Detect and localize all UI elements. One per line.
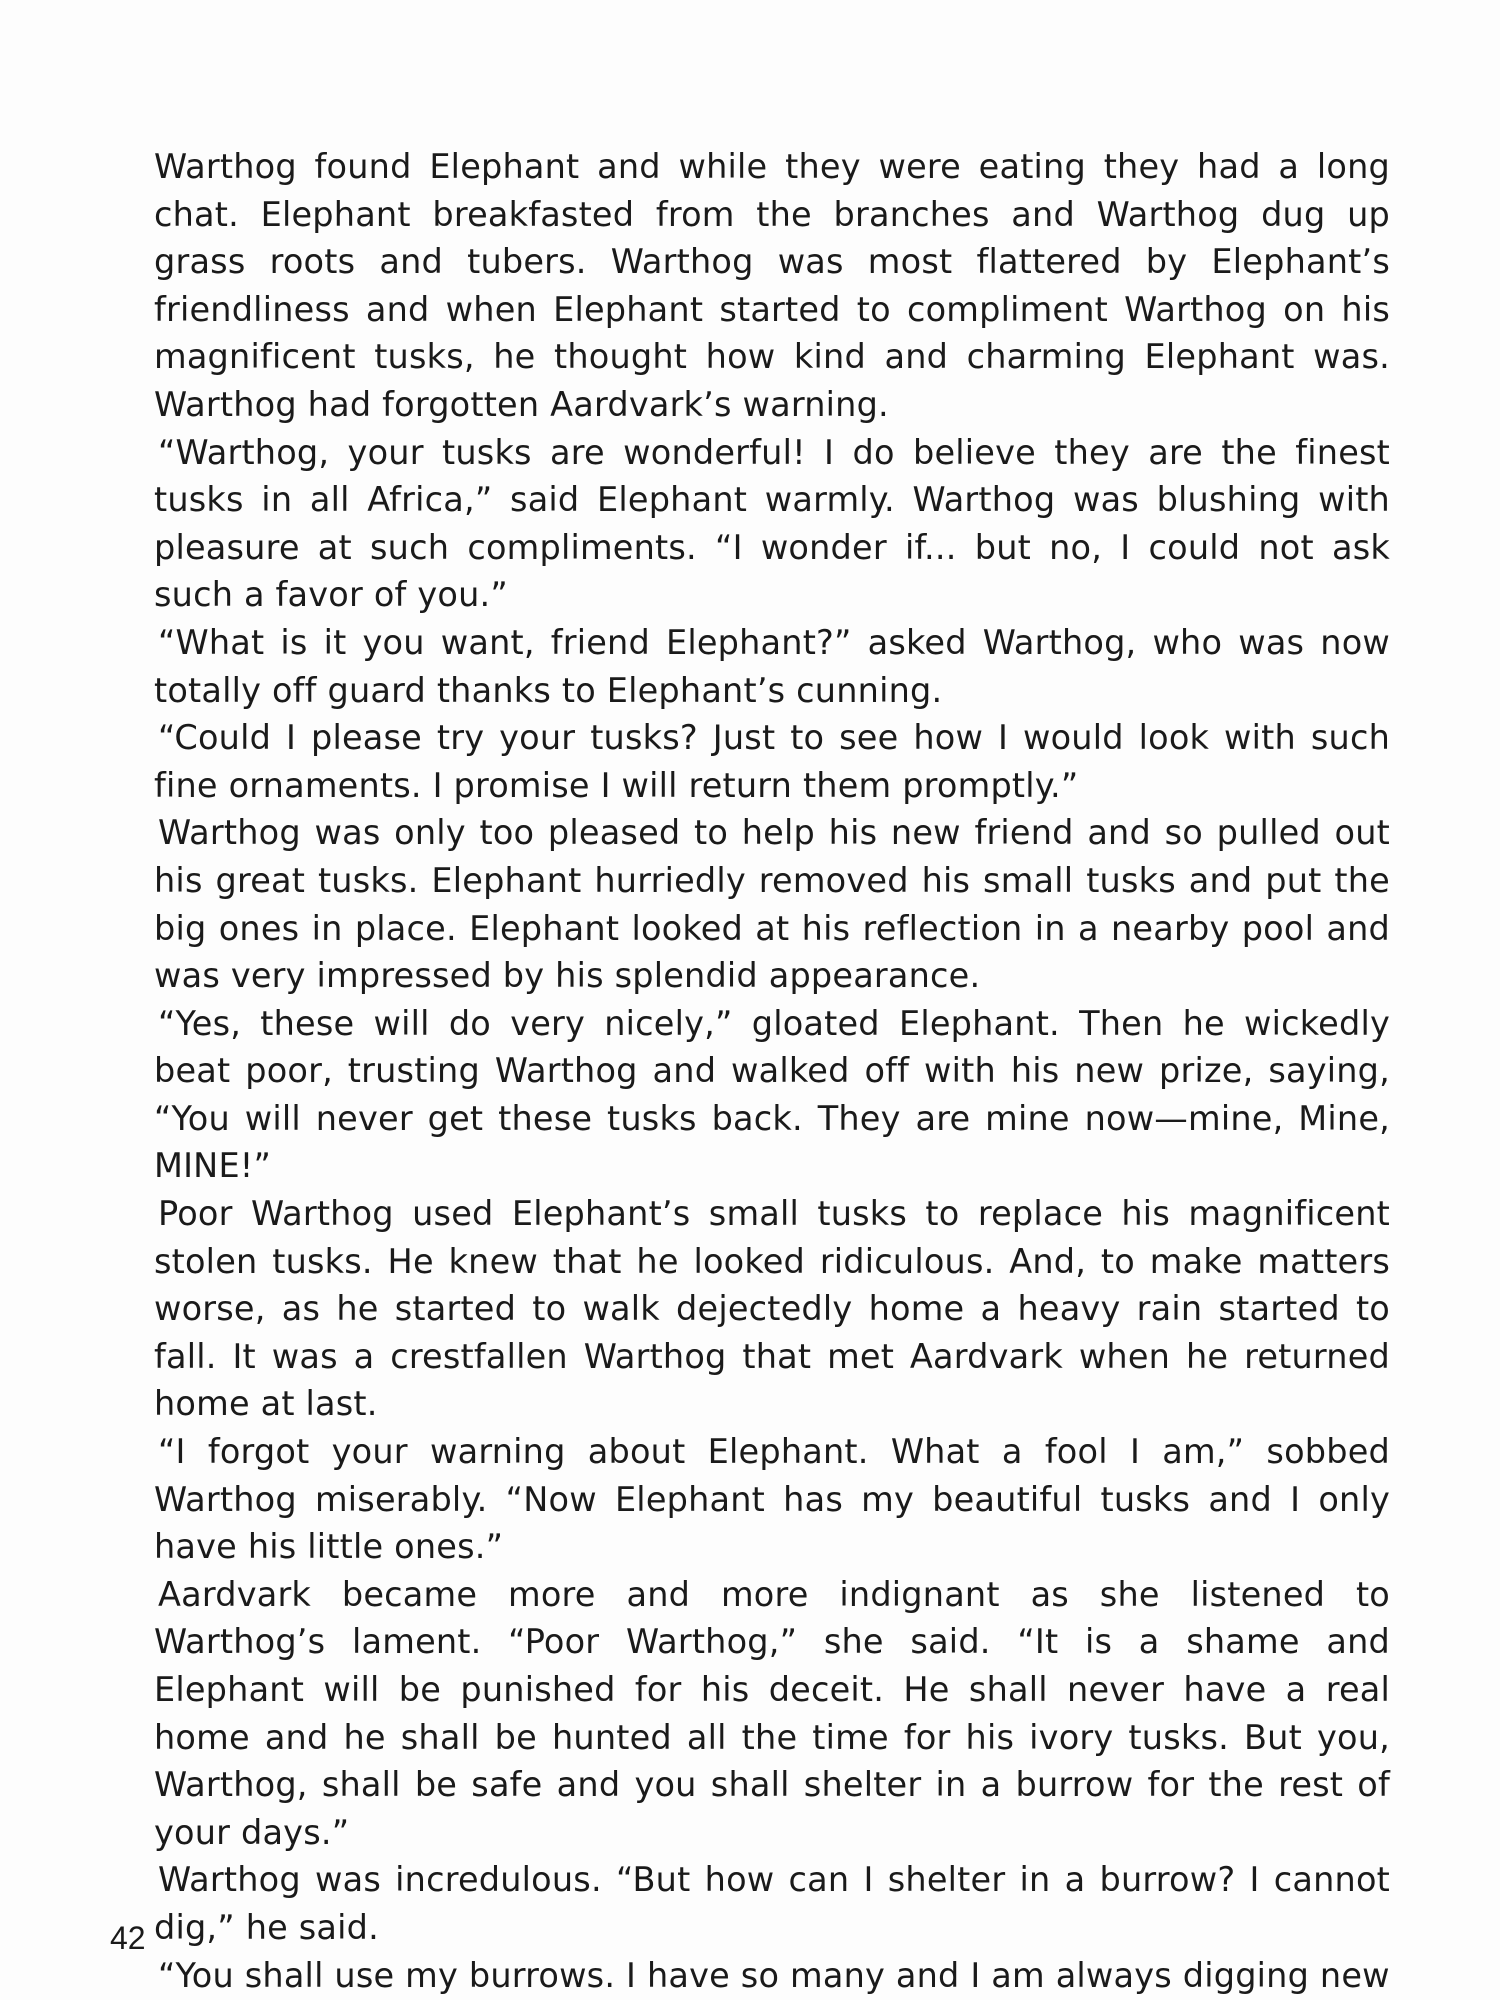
paragraph-4: “Could I please try your tusks? Just to see how I would look with such fine ornaments. I promise I will return them promptly.”	[154, 718, 1390, 805]
paragraph-1: Warthog found Elephant and while they were eating they had a long chat. Elephant breakfasted from the branches and Warthog dug up grass roots and tubers. Warthog was most flattered by Elephant’s friendliness and when Elephant started to compliment Warthog on his magnificent tusks, he thought how kind and charming Elephant was. Warthog had forgotten Aardvark’s warning.	[154, 147, 1390, 424]
paragraph-7: Poor Warthog used Elephant’s small tusks to replace his magnificent stolen tusks. He knew that he looked ridiculous. And, to make matters worse, as he started to walk dejectedly home a heavy rain started to fall. It was a crestfallen Warthog that met Aardvark when he returned home at last.	[154, 1194, 1390, 1424]
paragraph-5: Warthog was only too pleased to help his new friend and so pulled out his great tusks. Elephant hurriedly removed his small tusks and put the big ones in place. Elephant looked at his reflection in a nearby pool and was very impressed by his splendid appearance.	[154, 813, 1390, 996]
paragraph-6: “Yes, these will do very nicely,” gloated Elephant. Then he wickedly beat poor, trusting Warthog and walked off with his new prize, saying, “You will never get these tusks back. They are mine now—mine, Mine, MINE!”	[154, 1003, 1390, 1186]
paragraph-2: “Warthog, your tusks are wonderful! I do believe they are the finest tusks in all Africa,” said Elephant warmly. Warthog was blushing with pleasure at such compliments. “I wonder if... but no, I could not ask such a favor of you.”	[154, 432, 1390, 615]
story-text	[154, 143, 1390, 1999]
paragraph-9: Aardvark became more and more indignant as she listened to Warthog’s lament. “Poor Warthog,” she said. “It is a shame and Elephant will be punished for his deceit. He shall never have a real home and he shall be hunted all the time for his ivory tusks. But you, Warthog, shall be safe and you shall shelter in a burrow for the rest of your days.”	[154, 1574, 1390, 1852]
paragraph-11: “You shall use my burrows. I have so many and I am always digging new	[158, 1955, 1390, 1995]
page-number: 42	[110, 1920, 146, 1956]
paragraph-8: “I forgot your warning about Elephant. What a fool I am,” sobbed Warthog miserably. “Now Elephant has my beautiful tusks and I only have his little ones.”	[154, 1432, 1390, 1567]
paragraph-10: Warthog was incredulous. “But how can I shelter in a burrow? I cannot dig,” he said.	[154, 1860, 1390, 1947]
paragraph-3: “What is it you want, friend Elephant?” asked Warthog, who was now totally off guard thanks to Elephant’s cunning.	[154, 622, 1390, 710]
